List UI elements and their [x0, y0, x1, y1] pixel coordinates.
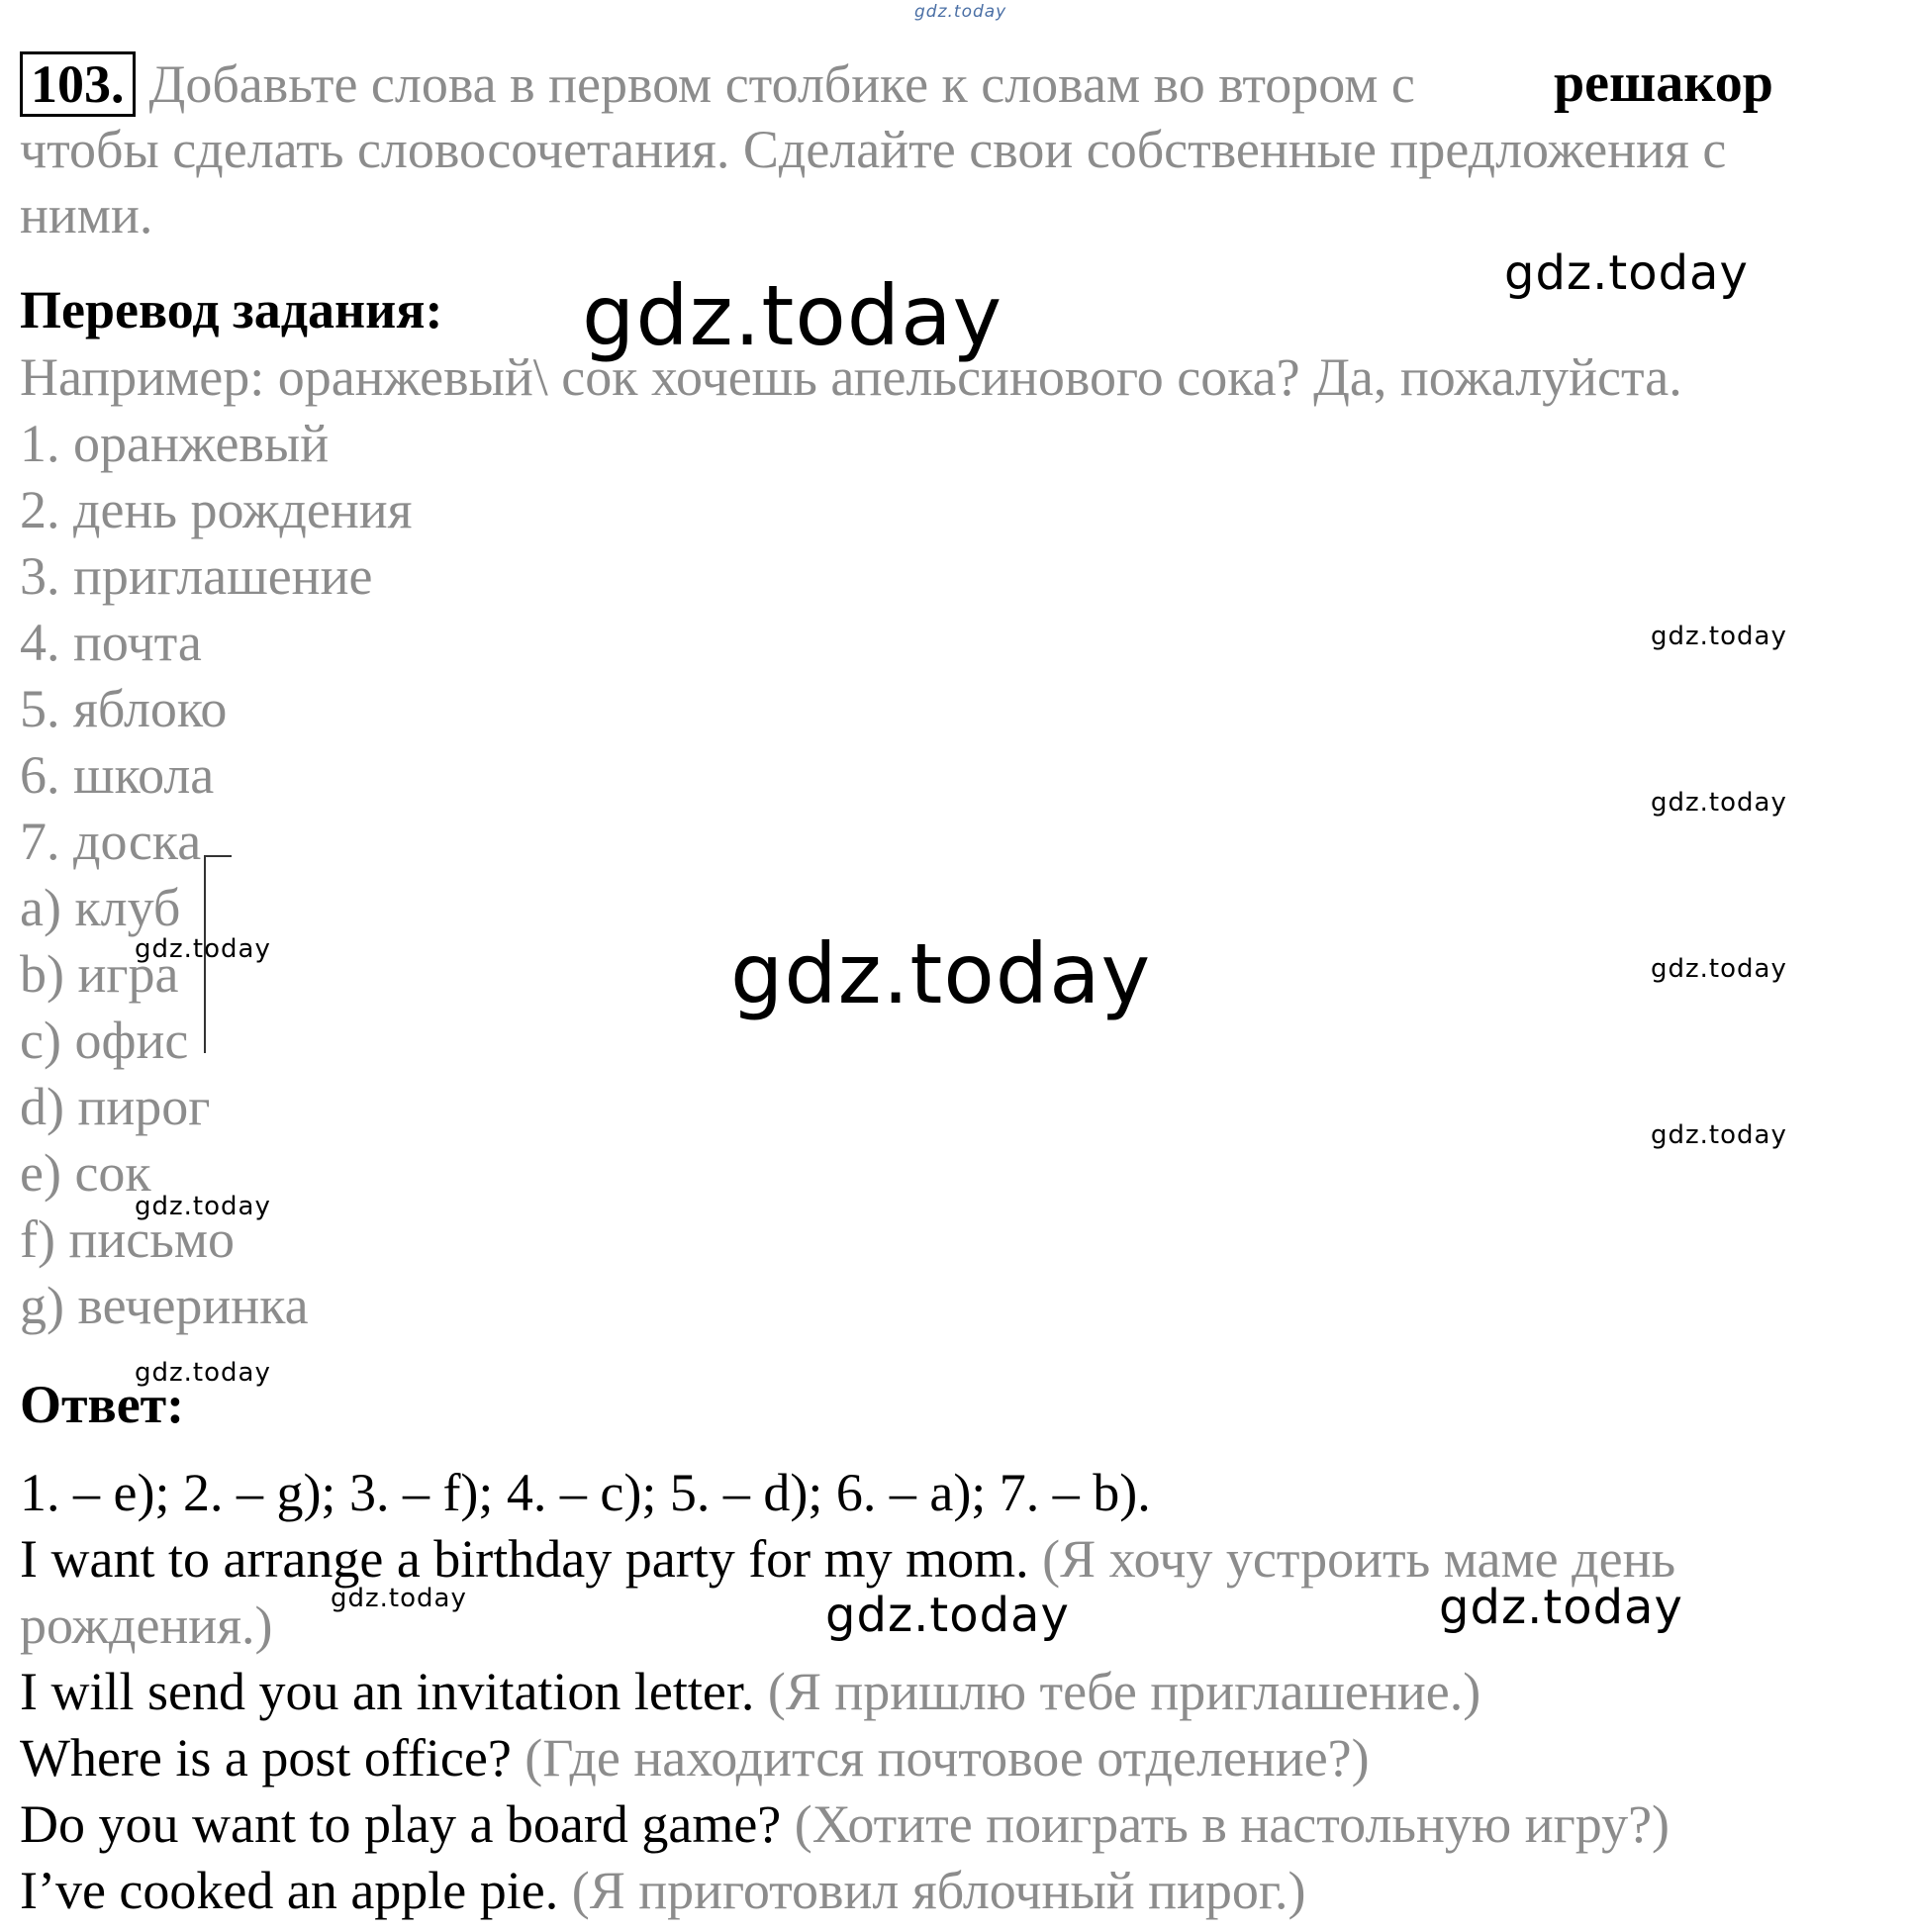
task-instruction-line-2: чтобы сделать словосочетания. Сделайте свои собственные предложения с: [20, 120, 1727, 179]
watermark: gdz.today: [1651, 788, 1787, 818]
watermark: gdz.today: [135, 934, 271, 964]
watermark: gdz.today: [331, 1584, 467, 1613]
task-instruction-line-3: ними.: [20, 185, 153, 244]
watermark: gdz.today: [135, 1358, 271, 1388]
watermark: gdz.today: [730, 925, 1152, 1022]
answer-sentence-4: Do you want to play a board game? (Хотите поиграть в настольную игру?): [20, 1794, 1670, 1854]
watermark: gdz.today: [135, 1192, 271, 1221]
task-number-box: 103.: [20, 51, 136, 117]
answer-heading: Ответ:: [20, 1375, 185, 1434]
watermark: gdz.today: [1651, 954, 1787, 984]
answer-matches: 1. – e); 2. – g); 3. – f); 4. – c); 5. – d); 6. – a); 7. – b).: [20, 1463, 1151, 1522]
task-instruction-line-1: 103. Добавьте слова в первом столбике к словам во втором с: [20, 51, 1415, 117]
list-item: a) клуб: [20, 878, 181, 937]
answer-sentence-1: I want to arrange a birthday party for my mom. (Я хочу устроить маме день: [20, 1529, 1676, 1589]
list-item: 3. приглашение: [20, 546, 373, 606]
list-item: 2. день рождения: [20, 480, 413, 539]
list-item: 6. школа: [20, 745, 215, 805]
list-item: 4. почта: [20, 613, 202, 672]
list-item: 1. оранжевый: [20, 414, 330, 473]
watermark: gdz.today: [1504, 245, 1749, 301]
watermark: gdz.today: [825, 1588, 1070, 1643]
list-item: f) письмо: [20, 1209, 236, 1269]
list-item: d) пирог: [20, 1077, 211, 1136]
answer-sentence-5: I’ve cooked an apple pie. (Я приготовил яблочный пирог.): [20, 1861, 1306, 1920]
answer-sentence-3: Where is a post office? (Где находится почтовое отделение?): [20, 1728, 1370, 1787]
answer-sentence-2: I will send you an invitation letter. (Я пришлю тебе приглашение.): [20, 1662, 1481, 1721]
stray-rule: [204, 855, 232, 857]
watermark: gdz.today: [582, 267, 1003, 364]
list-item: b) игра: [20, 944, 179, 1004]
list-item: 7. доска: [20, 812, 202, 871]
list-item: e) сок: [20, 1143, 151, 1203]
watermark: gdz.today: [914, 2, 1007, 22]
overlap-fragment: решакор: [1554, 52, 1773, 114]
watermark: gdz.today: [1439, 1580, 1683, 1635]
list-item: c) офис: [20, 1011, 189, 1070]
watermark: gdz.today: [1651, 622, 1787, 651]
answer-sentence-1-cont: рождения.): [20, 1595, 273, 1655]
list-item: 5. яблоко: [20, 679, 228, 738]
translation-heading: Перевод задания:: [20, 280, 443, 339]
list-item: g) вечеринка: [20, 1276, 309, 1335]
translation-example: Например: оранжевый\ сок хочешь апельсинового сока? Да, пожалуйста.: [20, 347, 1682, 407]
watermark: gdz.today: [1651, 1120, 1787, 1150]
